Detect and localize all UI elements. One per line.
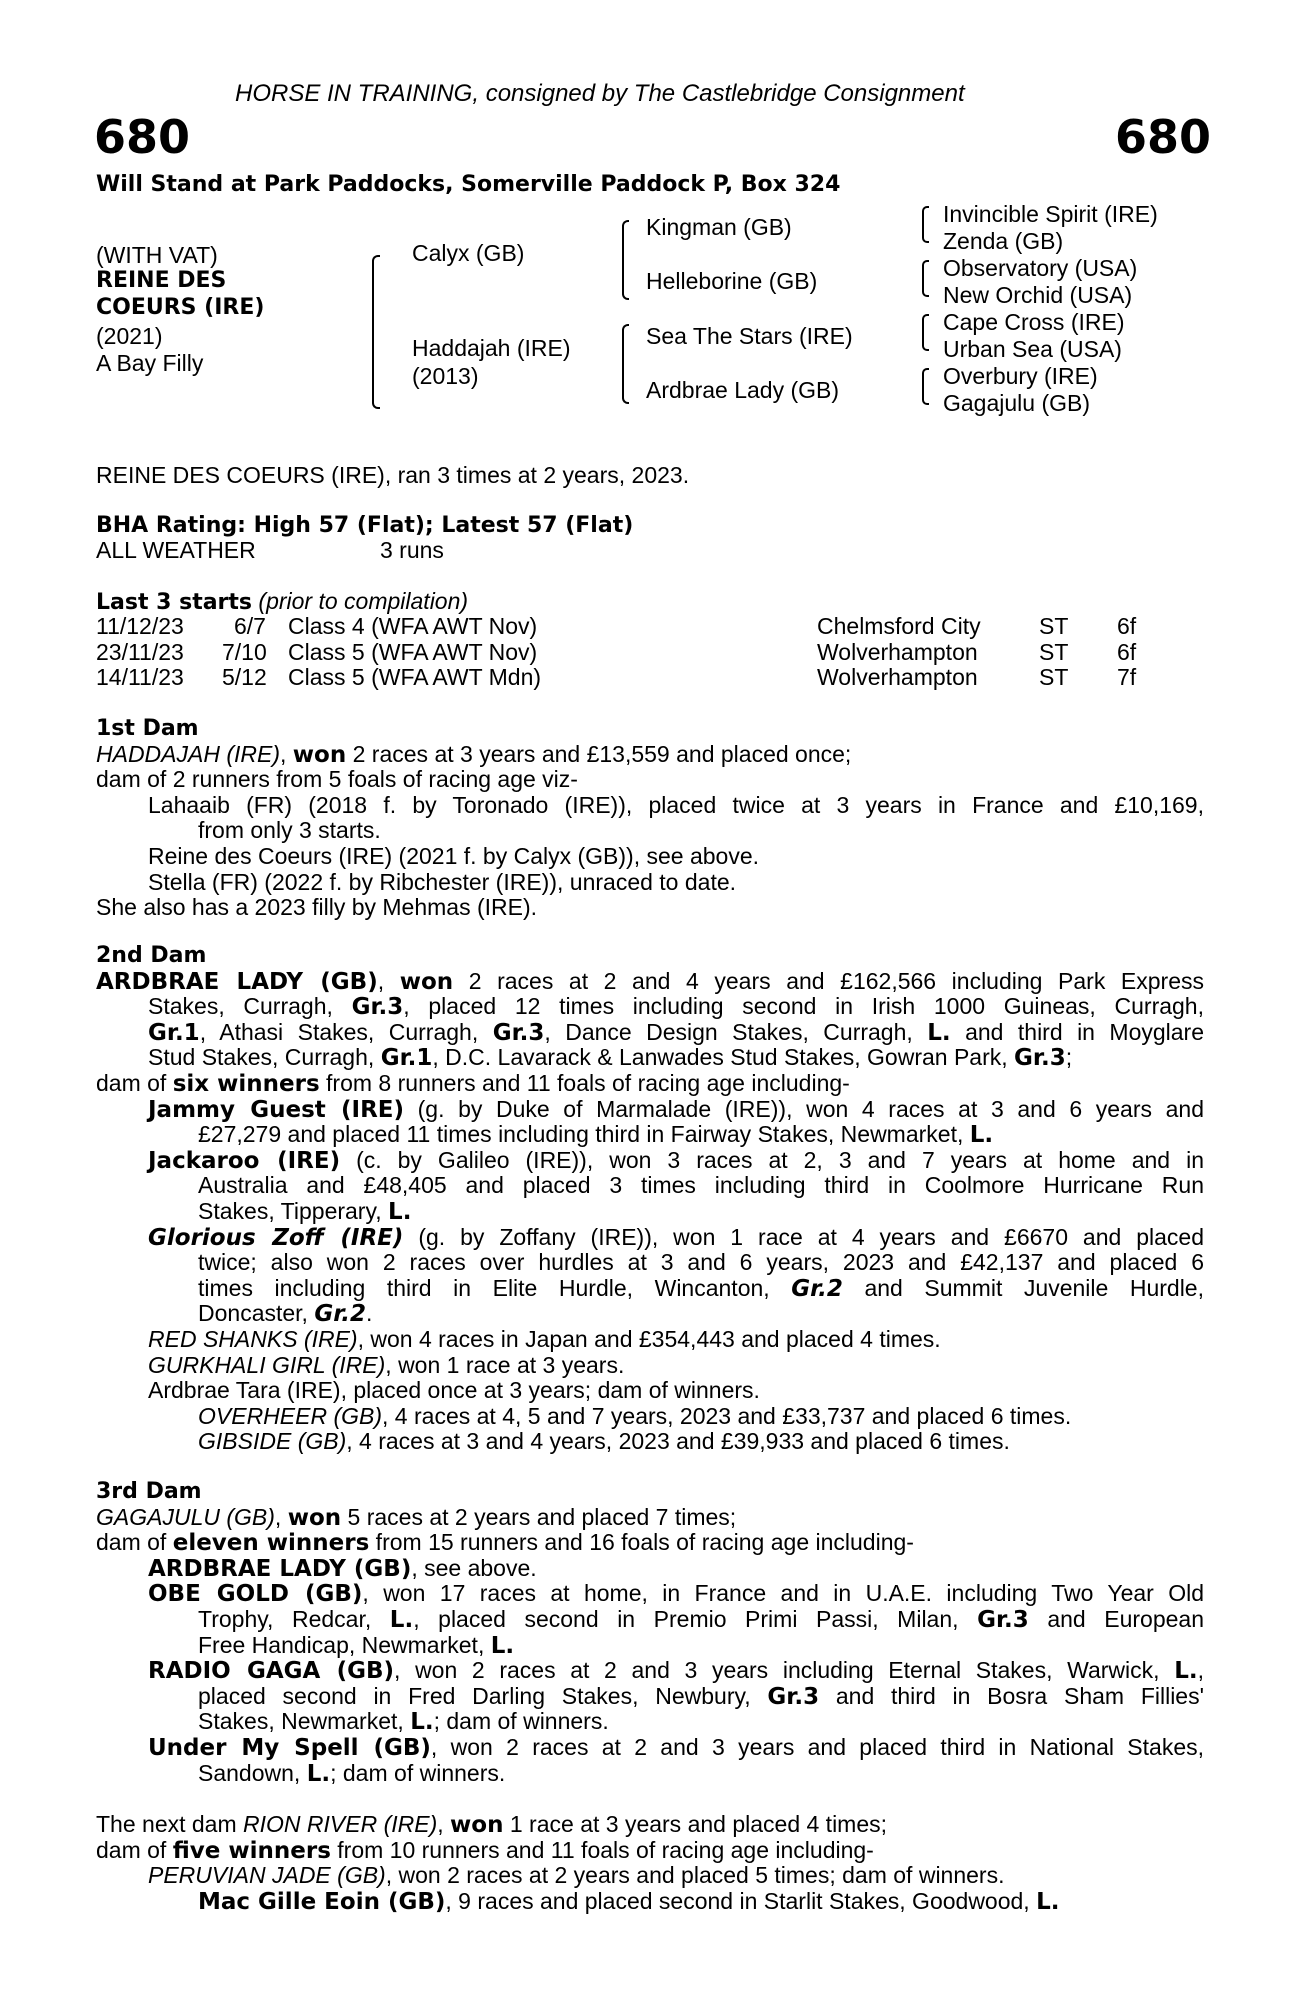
dam-record-text: 2 races at 2 and 4 years and £162,566 including Park Express	[453, 967, 1204, 994]
second-dam-heading: 2nd Dam	[96, 943, 207, 968]
lot-number-right: 680	[1115, 110, 1212, 164]
start-going: ST	[1039, 639, 1069, 665]
won-label: won	[292, 741, 347, 768]
produce-mac-gille-eoin	[96, 1889, 1204, 1915]
text: Doncaster,	[198, 1300, 315, 1327]
horse-name: GIBSIDE (GB)	[198, 1428, 347, 1455]
start-distance: 6f	[1117, 613, 1137, 639]
produce-red-shanks	[96, 1327, 1204, 1353]
start-distance: 6f	[1117, 639, 1137, 665]
winners-count: six winners	[172, 1070, 320, 1097]
grade: L.	[389, 1606, 414, 1633]
first-dam-produce: dam of 2 runners from 5 foals of racing age viz-	[96, 766, 578, 793]
grade: L.	[490, 1632, 515, 1659]
produce-obe-gold-cont2	[96, 1633, 1204, 1659]
text: from 15 runners and 16 foals of racing age including-	[369, 1529, 914, 1556]
grade: Gr.2	[791, 1275, 843, 1302]
horse-name: Under My Spell (GB)	[148, 1734, 431, 1761]
won-label: won	[287, 1504, 342, 1531]
horse-name: RED SHANKS (IRE)	[148, 1325, 358, 1352]
grade: L.	[1036, 1888, 1060, 1915]
dam-sire: Sea The Stars (IRE)	[646, 323, 853, 349]
text: , 9 races and placed second in Starlit Stakes, Goodwood,	[445, 1887, 1037, 1914]
grade: L.	[927, 1019, 951, 1046]
text: (c. by Galileo (IRE)), won 3 races at 2, 3 and 7 years at home and in	[340, 1146, 1204, 1173]
text: (g. by Zoffany (IRE)), won 1 race at 4 years and £6670 and placed	[403, 1223, 1204, 1250]
third-dam-produce	[96, 1530, 1204, 1556]
text: and European	[1028, 1605, 1204, 1632]
text: , won 1 race at 3 years.	[385, 1351, 625, 1378]
produce-obe-gold	[96, 1581, 1204, 1607]
won-label: won	[399, 968, 454, 995]
grade: L.	[306, 1760, 331, 1787]
text: placed second in Fred Darling Stakes, Newbury,	[198, 1682, 768, 1709]
sire: Calyx (GB)	[412, 240, 525, 266]
produce-gurkhali-girl	[96, 1353, 1204, 1379]
text: ,	[1197, 1657, 1204, 1684]
grade: L.	[388, 1198, 412, 1225]
horse-name: RADIO GAGA (GB)	[148, 1658, 395, 1685]
produce-reine: Reine des Coeurs (IRE) (2021 f. by Calyx (GB)), see above.	[148, 842, 760, 869]
grade: L.	[410, 1709, 434, 1736]
start-going: ST	[1039, 613, 1069, 639]
third-dam-record: GAGAJULU (GB), won 5 races at 2 years and placed 7 times;	[96, 1503, 737, 1531]
ancestor-g8: Gagajulu (GB)	[943, 390, 1091, 416]
produce-under-my-spell	[96, 1735, 1204, 1761]
horse-name-line1: REINE DES	[96, 268, 227, 293]
pedigree-brace-g4	[922, 368, 929, 405]
text: , Dance Design Stakes, Curragh,	[544, 1018, 928, 1045]
horse-year: (2021)	[96, 323, 163, 349]
produce-peruvian-jade	[96, 1863, 1204, 1889]
text: ; dam of winners.	[330, 1759, 506, 1786]
text: from 8 runners and 11 foals of racing age including-	[319, 1069, 850, 1096]
text: Free Handicap, Newmarket,	[198, 1631, 491, 1658]
text: ;	[1065, 1044, 1073, 1071]
produce-glorious-zoff-cont3	[96, 1301, 1204, 1327]
text: , won 2 races at 2 years and placed 5 times; dam of winners.	[385, 1862, 1005, 1889]
dam-name: GAGAJULU (GB)	[96, 1503, 275, 1530]
next-dam-section	[96, 1812, 1204, 1914]
race-summary: REINE DES COEURS (IRE), ran 3 times at 2 years, 2023.	[96, 462, 690, 488]
text: , placed 12 times including second in Irish 1000 Guineas, Curragh,	[403, 993, 1204, 1020]
text: Sandown,	[198, 1759, 307, 1786]
grade: Gr.1	[148, 1019, 200, 1046]
text: dam of	[96, 1069, 173, 1096]
horse-name: Mac Gille Eoin (GB)	[198, 1888, 446, 1915]
vat-note: (WITH VAT)	[96, 242, 218, 268]
start-course: Chelmsford City	[817, 613, 981, 639]
ancestor-g4: New Orchid (USA)	[943, 282, 1133, 308]
produce-obe-gold-cont	[96, 1607, 1204, 1633]
surface-label: ALL WEATHER	[96, 537, 256, 563]
produce-overheer	[96, 1404, 1204, 1430]
start-date: 23/11/23	[96, 639, 184, 665]
dam-name: ARDBRAE LADY (GB)	[96, 968, 378, 995]
text: , won 2 races at 2 and 3 years including Eternal Stakes, Warwick,	[394, 1657, 1175, 1684]
pedigree-brace-g2	[922, 260, 929, 297]
grade: Gr.3	[1014, 1045, 1066, 1072]
text: Stakes, Newmarket,	[198, 1708, 411, 1735]
ancestor-g5: Cape Cross (IRE)	[943, 309, 1125, 335]
produce-gibside	[96, 1429, 1204, 1455]
horse-name: ARDBRAE LADY (GB)	[148, 1555, 412, 1582]
surface-runs: 3 runs	[380, 537, 444, 563]
grade: L.	[1174, 1658, 1198, 1685]
dam-name: RION RIVER (IRE)	[243, 1811, 438, 1837]
ancestor-g3: Observatory (USA)	[943, 255, 1138, 281]
text: ; dam of winners.	[433, 1708, 609, 1735]
text: .	[366, 1300, 373, 1327]
grade: L.	[969, 1122, 994, 1149]
text: dam of	[96, 1529, 173, 1556]
text: (g. by Duke of Marmalade (IRE)), won 4 races at 3 and 6 years and	[404, 1095, 1204, 1122]
second-dam-record-l2	[96, 994, 1204, 1020]
pedigree-brace-g3	[922, 314, 929, 351]
text: and third in Moyglare	[950, 1018, 1205, 1045]
text: The next dam	[96, 1811, 244, 1837]
grade: Gr.3	[977, 1606, 1029, 1633]
start-position: 7/10	[222, 639, 267, 665]
second-dam-record-l4	[96, 1045, 1204, 1071]
horse-description: A Bay Filly	[96, 350, 204, 376]
text: , 4 races at 3 and 4 years, 2023 and £39,933 and placed 6 times.	[346, 1428, 1010, 1455]
produce-jammy-guest-cont	[96, 1122, 1204, 1148]
produce-radio-gaga	[96, 1658, 1204, 1684]
ancestor-g1: Invincible Spirit (IRE)	[943, 201, 1158, 227]
text: , see above.	[411, 1554, 537, 1581]
produce-jackaroo	[96, 1148, 1204, 1174]
text: , D.C. Lavarack & Lanwades Stud Stakes, Gowran Park,	[432, 1044, 1015, 1071]
grade: Gr.3	[351, 994, 404, 1021]
produce-jackaroo-cont: Australia and £48,405 and placed 3 times including third in Coolmore Hurricane Run	[198, 1172, 1204, 1199]
first-dam-record: HADDAJAH (IRE), won 2 races at 3 years and £13,559 and placed once;	[96, 740, 852, 768]
produce-filly-note: She also has a 2023 filly by Mehmas (IRE).	[96, 894, 538, 921]
produce-ardbrae-lady	[96, 1556, 1204, 1582]
start-course: Wolverhampton	[817, 664, 978, 690]
sire-sire: Kingman (GB)	[646, 214, 792, 240]
consignment-line: HORSE IN TRAINING, consigned by The Castlebridge Consignment	[235, 80, 965, 107]
second-dam-section	[96, 943, 1204, 1455]
text: Trophy, Redcar,	[198, 1605, 390, 1632]
produce-ardbrae-tara: Ardbrae Tara (IRE), placed once at 3 years; dam of winners.	[148, 1377, 760, 1404]
last-starts-note: (prior to compilation)	[258, 588, 469, 614]
produce-glorious-zoff-cont: twice; also won 2 races over hurdles at 3 and 6 years, 2023 and £42,137 and placed 6	[198, 1249, 1204, 1276]
produce-lahaaib-cont: from only 3 starts.	[198, 817, 381, 844]
produce-glorious-zoff-cont2	[96, 1276, 1204, 1302]
text: dam of	[96, 1836, 173, 1863]
grade: Gr.1	[380, 1045, 433, 1072]
stand-location: Will Stand at Park Paddocks, Somerville Paddock P, Box 324	[96, 172, 841, 197]
start-position: 6/7	[234, 613, 266, 639]
next-dam-produce	[96, 1838, 1204, 1864]
dam-dam: Ardbrae Lady (GB)	[646, 377, 840, 403]
start-race: Class 5 (WFA AWT Nov)	[288, 639, 538, 665]
first-dam-heading: 1st Dam	[96, 716, 199, 741]
pedigree-brace-sire	[622, 220, 629, 300]
first-dam-section	[96, 716, 1204, 921]
dam-record-text: 2 races at 3 years and £13,559 and placed once;	[346, 740, 852, 767]
start-going: ST	[1039, 664, 1069, 690]
horse-name: Jackaroo (IRE)	[148, 1147, 341, 1174]
text: Stud Stakes, Curragh,	[148, 1044, 381, 1071]
grade: Gr.2	[314, 1301, 367, 1328]
horse-name: Jammy Guest (IRE)	[148, 1096, 405, 1123]
start-date: 14/11/23	[96, 664, 184, 690]
dam-record-text: 5 races at 2 years and placed 7 times;	[341, 1503, 737, 1530]
next-dam-record: The next dam RION RIVER (IRE), won 1 race at 3 years and placed 4 times;	[96, 1811, 888, 1838]
last-starts-title: Last 3 starts	[96, 590, 253, 615]
sire-dam: Helleborine (GB)	[646, 268, 818, 294]
text: Stakes, Curragh,	[148, 993, 352, 1020]
start-distance: 7f	[1117, 664, 1137, 690]
text: , placed second in Premio Primi Passi, Milan,	[413, 1605, 978, 1632]
horse-name: Glorious Zoff (IRE)	[148, 1224, 404, 1251]
third-dam-heading: 3rd Dam	[96, 1479, 202, 1504]
text: times including third in Elite Hurdle, Wincanton,	[198, 1274, 792, 1301]
second-dam-record: ARDBRAE LADY (GB), won 2 races at 2 and 4 years and £162,566 including Park Express	[96, 967, 1204, 995]
start-race: Class 4 (WFA AWT Nov)	[288, 613, 538, 639]
winners-count: five winners	[172, 1837, 331, 1864]
text: , won 2 races at 2 and 3 years and placed third in National Stakes,	[430, 1733, 1205, 1760]
produce-radio-gaga-cont2	[96, 1709, 1204, 1735]
grade: Gr.3	[767, 1683, 820, 1710]
produce-jammy-guest	[96, 1097, 1204, 1123]
text: Stakes, Tipperary,	[198, 1197, 389, 1224]
pedigree-brace-main	[372, 255, 380, 409]
dam-record-text: 1 race at 3 years and placed 4 times;	[503, 1811, 888, 1837]
pedigree-brace-g1	[922, 206, 929, 243]
text: and third in Bosra Sham Fillies'	[819, 1682, 1204, 1709]
produce-stella: Stella (FR) (2022 f. by Ribchester (IRE)), unraced to date.	[148, 868, 737, 895]
lot-number-left: 680	[94, 110, 191, 164]
ancestor-g6: Urban Sea (USA)	[943, 336, 1122, 362]
text: £27,279 and placed 11 times including third in Fairway Stakes, Newmarket,	[198, 1121, 970, 1148]
horse-name-line2: COEURS (IRE)	[96, 295, 265, 320]
dam: Haddajah (IRE)	[412, 335, 571, 361]
third-dam-section	[96, 1479, 1204, 1786]
dam-year: (2013)	[412, 363, 479, 389]
horse-name: OVERHEER (GB)	[198, 1402, 383, 1429]
second-dam-record-l3	[96, 1020, 1204, 1046]
start-position: 5/12	[222, 664, 267, 690]
produce-glorious-zoff	[96, 1225, 1204, 1251]
produce-under-my-spell-cont	[96, 1761, 1204, 1787]
text: , Athasi Stakes, Curragh,	[199, 1018, 493, 1045]
produce-radio-gaga-cont	[96, 1684, 1204, 1710]
grade: Gr.3	[492, 1019, 545, 1046]
horse-name: PERUVIAN JADE (GB)	[148, 1862, 386, 1889]
text: , won 17 races at home, in France and in U.A.E. including Two Year Old	[362, 1580, 1204, 1607]
horse-name: GURKHALI GIRL (IRE)	[148, 1351, 386, 1378]
text: , won 4 races in Japan and £354,443 and placed 4 times.	[357, 1325, 941, 1352]
ancestor-g7: Overbury (IRE)	[943, 363, 1098, 389]
ancestor-g2: Zenda (GB)	[943, 228, 1064, 254]
start-race: Class 5 (WFA AWT Mdn)	[288, 664, 542, 690]
start-date: 11/12/23	[96, 613, 184, 639]
winners-count: eleven winners	[172, 1530, 370, 1557]
horse-name: OBE GOLD (GB)	[148, 1581, 363, 1608]
second-dam-produce	[96, 1071, 1204, 1097]
text: , 4 races at 4, 5 and 7 years, 2023 and £33,737 and placed 6 times.	[382, 1402, 1072, 1429]
pedigree-brace-dam	[622, 324, 629, 404]
start-course: Wolverhampton	[817, 639, 978, 665]
last-starts-heading	[96, 589, 468, 616]
produce-lahaaib: Lahaaib (FR) (2018 f. by Toronado (IRE)), placed twice at 3 years in France and £10,169,	[148, 791, 1204, 818]
produce-jackaroo-cont2	[96, 1199, 1204, 1225]
won-label: won	[450, 1812, 504, 1838]
bha-rating: BHA Rating: High 57 (Flat); Latest 57 (Flat)	[96, 513, 634, 538]
dam-name: HADDAJAH (IRE)	[96, 740, 281, 767]
text: from 10 runners and 11 foals of racing age including-	[330, 1836, 874, 1863]
text: and Summit Juvenile Hurdle,	[842, 1274, 1204, 1301]
